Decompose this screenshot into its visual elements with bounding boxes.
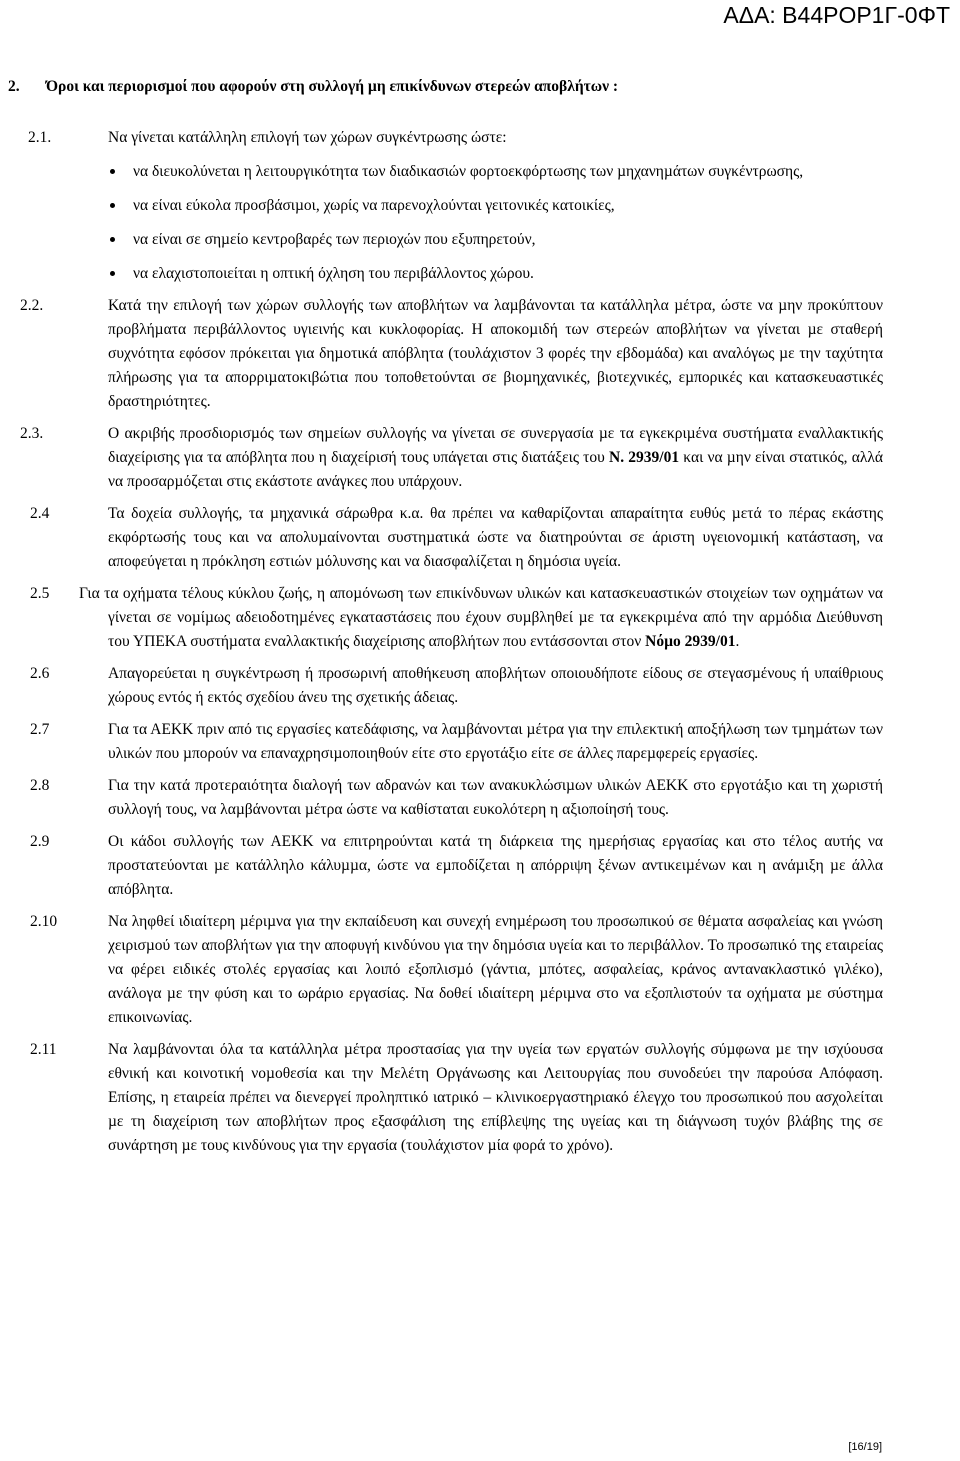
section-number: 2.2. [20, 297, 44, 314]
section-number: 2.4 [30, 505, 50, 522]
section-number: 2.5 [30, 585, 50, 602]
bullet-item: να ελαχιστοποιείται η οπτική όχληση του περιβάλλοντος χώρου. [133, 262, 883, 286]
section-text: Να ληφθεί ιδιαίτερη µέριµνα για την εκπαίδευση και συνεχή ενηµέρωση του προσωπικού σε θέµατα ασφαλείας και γνώση χειρισµού των αποβλήτων για την αποφυγή κινδύνου για την δηµόσια υγεία και το περιβάλλον. Το προσωπικό της εταιρείας να φέρει ειδικές στολές εργασίας και λοιπό εξοπλισµό (γάντια, µπότες, ασφαλείας, κράνος αντανακλαστικό γιλέκο), ανάλογα µε την φύση και το ωράριο εργασίας. Να δοθεί ιδιαίτερη µέριµνα στο να εξοπλιστούν τα οχήµατα µε σύστηµα επικοινωνίας. [108, 913, 883, 1026]
section-text: Τα δοχεία συλλογής, τα µηχανικά σάρωθρα κ.α. θα πρέπει να καθαρίζονται απαραίτητα ευθύς µετά το πέρας εκάστης εκφόρτωσής τους και να απολυµαίνονται συστηµατικά ώστε να διατηρούνται σε άριστη υγειονοµική κατάσταση, να αποφεύγεται η πρόκληση εστιών µόλυνσης και να διασφαλίζεται η δηµόσια υγεία. [108, 505, 883, 570]
document-body [0, 126, 960, 1166]
section-2-3 [0, 422, 960, 494]
section-text: Για την κατά προτεραιότητα διαλογή των αδρανών και των ανακυκλώσιµων υλικών ΑΕΚΚ στο εργοτάξιο και τη χωριστή συλλογή τους, να λαµβάνονται µέτρα ώστε να καθίσταται ευκολότερη η αξιοποίησή τους. [108, 777, 883, 818]
section-text [108, 422, 883, 494]
bullet-list [0, 160, 960, 286]
bullet-item: να είναι εύκολα προσβάσιµοι, χωρίς να παρενοχλούνται γειτονικές κατοικίες, [133, 194, 883, 218]
section-2-4 [0, 502, 960, 574]
section-2-2 [0, 294, 960, 414]
section-text-part: Ο ακριβής προσδιορισµός των σηµείων συλλογής να γίνεται σε συνεργασία µε τα εγκεκριµένα συστήµατα εναλλακτικής διαχείρισης για τα απόβλητα που η διαχείρισή τους υπάγεται στις διατάξεις του [108, 425, 883, 466]
section-text-part: Για τα οχήµατα τέλους κύκλου ζωής, η αποµόνωση των επικίνδυνων υλικών και κατασκευαστικών στοιχείων των οχηµάτων να γίνεται σε νοµίµως αδειοδοτηµένες εγκαταστάσεις που έχουν συµβληθεί µε τα εγκεκριµένα από την αρµόδια Διεύθυνση του ΥΠΕΚΑ συστήµατα εναλλακτικής διαχείρισης αποβλήτων που εντάσσονται στον [79, 585, 883, 650]
section-heading [8, 76, 888, 98]
section-text: Απαγορεύεται η συγκέντρωση ή προσωρινή αποθήκευση αποβλήτων οποιουδήποτε είδους σε στεγασµένους ή υπαίθριους χώρους εντός ή εκτός σχεδίου άνευ της σχετικής άδειας. [108, 665, 883, 706]
heading-text: Όροι και περιορισµοί που αφορούν στη συλλογή µη επικίνδυνων στερεών αποβλήτων : [46, 78, 619, 95]
section-number: 2.1. [28, 129, 52, 146]
section-text: Οι κάδοι συλλογής των ΑΕΚΚ να επιτρηρούνται κατά τη διάρκεια της ηµερήσιας εργασίας και στο τέλος αυτής να προστατεύονται µε κατάλληλο κάλυµµα, ώστε να εµποδίζεται η απόρριψη ξένων αντικειµένων και η ανάµιξη µε άλλα απόβλητα. [108, 833, 883, 898]
page-number: [16/19] [848, 1441, 882, 1453]
section-2-10 [0, 910, 960, 1030]
section-text: Κατά την επιλογή των χώρων συλλογής των αποβλήτων να λαµβάνονται τα κατάλληλα µέτρα, ώστε να µην προκύπτουν προβλήµατα περιβάλλοντος υγιεινής και κυκλοφορίας. Η αποκοµιδή των στερεών αποβλήτων να γίνεται µε σταθερή συχνότητα εφόσον πρόκειται για δηµοτικά απόβλητα (τουλάχιστον 3 φορές την εβδοµάδα) και αναλόγως µε την ταχύτητα πλήρωσης για τα απορριµατοκιβώτια που τοποθετούνται σε βιοµηχανικές, βιοτεχνικές, εµπορικές και κατασκευαστικές δραστηριότητες. [108, 297, 883, 410]
section-2-6 [0, 662, 960, 710]
section-2-9 [0, 830, 960, 902]
section-2-8 [0, 774, 960, 822]
section-number: 2.10 [30, 913, 58, 930]
section-2-1 [0, 126, 960, 286]
section-text: Να λαµβάνονται όλα τα κατάλληλα µέτρα προστασίας για την υγεία των εργατών συλλογής σύµφωνα µε την ισχύουσα εθνική και κοινοτική νοµοθεσία και την Μελέτη Οργάνωσης και Λειτουργίας που συνοδεύει την παρούσα Απόφαση. Επίσης, η εταιρεία πρέπει να διενεργεί προληπτικό ιατρικό – κλινικοεργαστηριακό έλεγχο του προσωπικού που ασχολείται µε τη διαχείριση των αποβλήτων προς εξασφάλιση της επίβλεψης της υγείας και τη διάγνωση τυχόν βλάβης της σε συνάρτηση µε τους κινδύνους για την εργασία (τουλάχιστον µία φορά το χρόνο). [108, 1041, 883, 1154]
section-number: 2.9 [30, 833, 50, 850]
section-number: 2.3. [20, 425, 44, 442]
ada-code: ΑΔΑ: Β44ΡΟΡ1Γ-0ΦΤ [723, 2, 950, 28]
section-number: 2.6 [30, 665, 50, 682]
section-text [79, 582, 883, 654]
section-text: Για τα ΑΕΚΚ πριν από τις εργασίες κατεδάφισης, να λαµβάνονται µέτρα για την επιλεκτική αποξήλωση των τµηµάτων των υλικών που µπορούν να επαναχρησιµοποιηθούν είτε στο εργοτάξιο είτε σε άλλες παρεµφερείς εργασίες. [108, 721, 883, 762]
section-text-part: και να µην είναι στατικός, αλλά να προσαρµόζεται στις εκάστοτε ανάγκες που υπάρχουν. [108, 449, 884, 490]
section-2-7 [0, 718, 960, 766]
section-text-part: . [735, 633, 740, 650]
section-2-11 [0, 1038, 960, 1158]
law-reference: Νόµο 2939/01 [645, 633, 736, 650]
section-number: 2.8 [30, 777, 50, 794]
section-2-5 [0, 582, 960, 654]
section-number: 2.7 [30, 721, 50, 738]
bullet-item: να είναι σε σηµείο κεντροβαρές των περιοχών που εξυπηρετούν, [133, 228, 883, 252]
section-intro: Να γίνεται κατάλληλη επιλογή των χώρων συγκέντρωσης ώστε: [108, 129, 507, 146]
bullet-item: να διευκολύνεται η λειτουργικότητα των διαδικασιών φορτοεκφόρτωσης των µηχανηµάτων συγκέντρωσης, [133, 160, 883, 184]
law-reference: Ν. 2939/01 [609, 449, 680, 466]
heading-number: 2. [8, 78, 20, 95]
section-number: 2.11 [30, 1041, 57, 1058]
